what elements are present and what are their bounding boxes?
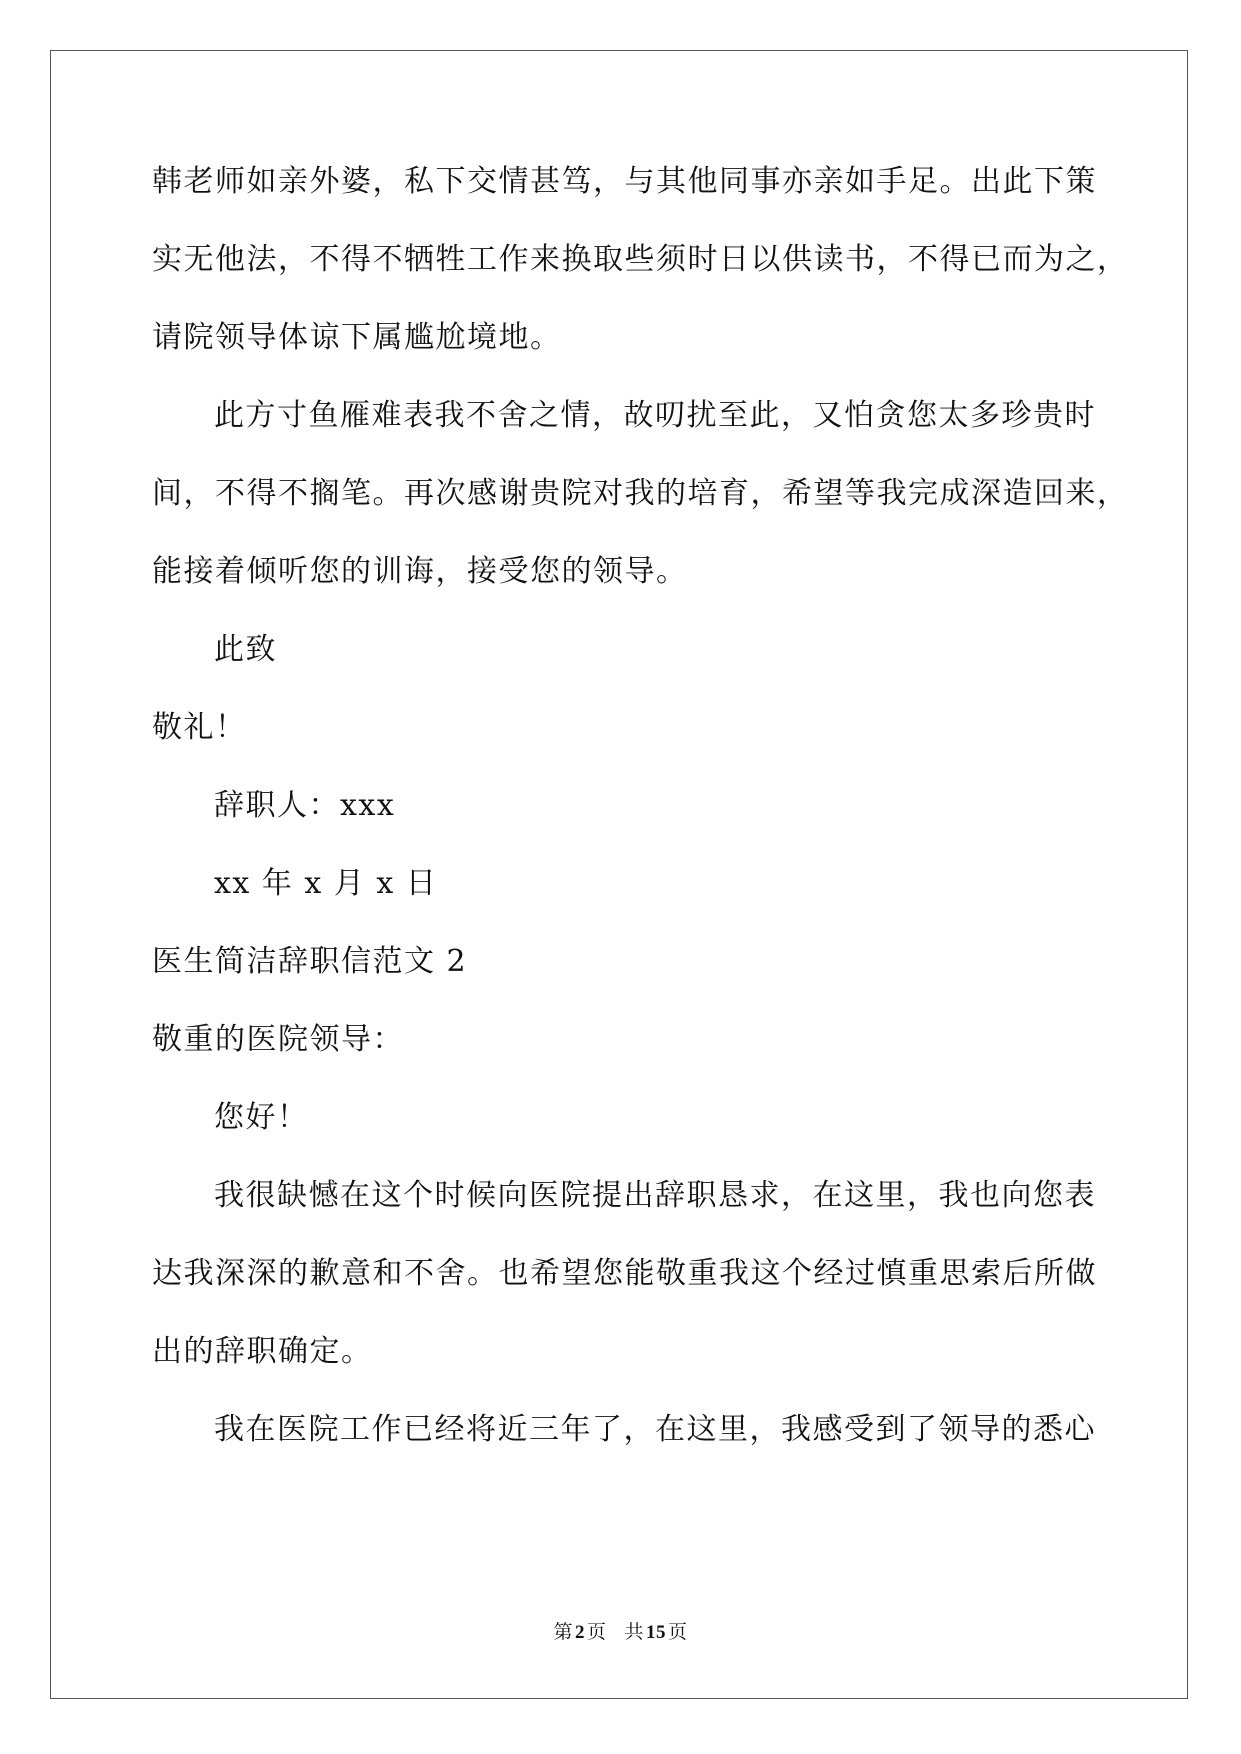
paragraph-line: 韩老师如亲外婆，私下交情甚笃，与其他同事亦亲如手足。出此下策 xyxy=(152,164,1097,199)
letter-addressee: 敬重的医院领导： xyxy=(152,1022,404,1057)
total-prefix: 共 xyxy=(624,1621,645,1643)
paragraph-line: 达我深深的歉意和不舍。也希望您能敬重我这个经过慎重思索后所做 xyxy=(152,1256,1097,1291)
paragraph-line: 间，不得不搁笔。再次感谢贵院对我的培育，希望等我完成深造回来， xyxy=(152,476,1129,511)
paragraph-line: 实无他法，不得不牺牲工作来换取些须时日以供读书，不得已而为之， xyxy=(152,242,1129,277)
signature-date: xx 年 x 月 x 日 xyxy=(214,866,438,901)
paragraph-line: 我很缺憾在这个时候向医院提出辞职恳求，在这里，我也向您表 xyxy=(214,1178,1096,1213)
total-page-count: 15 xyxy=(646,1622,667,1643)
page-footer xyxy=(0,1617,1241,1644)
closing-salutation: 此致 xyxy=(214,632,277,667)
letter-greeting: 您好！ xyxy=(214,1100,309,1135)
paragraph-line: 能接着倾听您的训诲，接受您的领导。 xyxy=(152,554,688,589)
page-prefix: 第 xyxy=(553,1621,573,1643)
page-suffix: 页 xyxy=(586,1621,607,1643)
current-page-number: 2 xyxy=(574,1622,585,1643)
section-title: 医生简洁辞职信范文 2 xyxy=(152,944,468,979)
paragraph-line: 我在医院工作已经将近三年了，在这里，我感受到了领导的悉心 xyxy=(214,1412,1096,1447)
paragraph-line: 出的辞职确定。 xyxy=(152,1334,373,1369)
paragraph-line: 请院领导体谅下属尴尬境地。 xyxy=(152,320,562,355)
document-body xyxy=(152,160,1129,1486)
total-suffix: 页 xyxy=(668,1621,688,1643)
signature-name: 辞职人：xxx xyxy=(214,788,396,823)
paragraph-line: 此方寸鱼雁难表我不舍之情，故叨扰至此，又怕贪您太多珍贵时 xyxy=(214,398,1096,433)
closing-regards: 敬礼！ xyxy=(152,710,247,745)
